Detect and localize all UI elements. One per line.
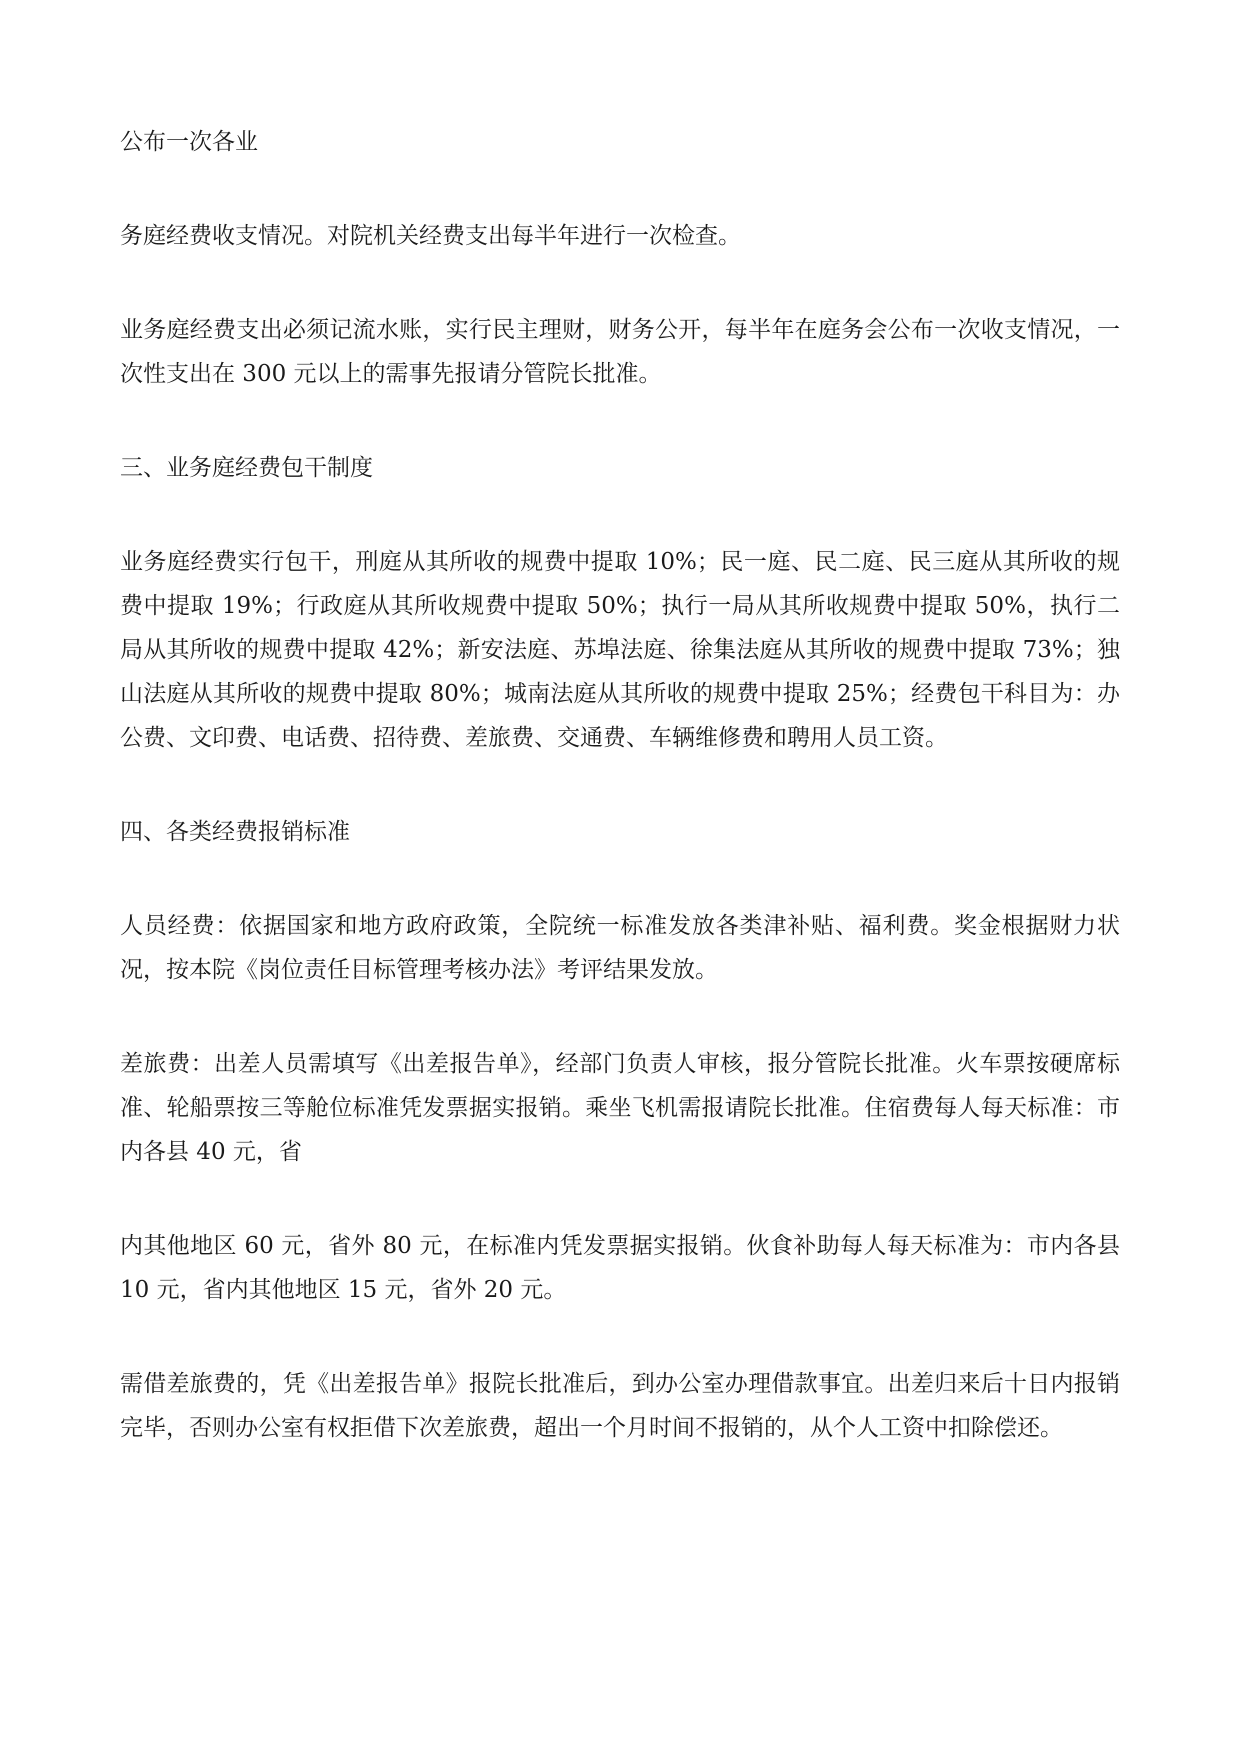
paragraph-contract-rates: 业务庭经费实行包干，刑庭从其所收的规费中提取 10%；民一庭、民二庭、民三庭从其所收的规费中提取 19%；行政庭从其所收规费中提取 50%；执行一局从其所收规费中提取 50%，执行二局从其所收的规费中提取 42%；新安法庭、苏埠法庭、徐集法庭从其所收的规费中提取 73%；独山法庭从其所收的规费中提取 80%；城南法庭从其所收的规费中提取 25%；经费包干科目为：办公费、文印费、电话费、招待费、差旅费、交通费、车辆维修费和聘用人员工资。 xyxy=(120,549,1120,751)
paragraph-expense-inspection: 务庭经费收支情况。对院机关经费支出每半年进行一次检查。 xyxy=(120,223,741,249)
paragraph-fragment-top: 公布一次各业 xyxy=(120,129,258,155)
paragraph-travel-advance: 需借差旅费的，凭《出差报告单》报院长批准后，到办公室办理借款事宜。出差归来后十日内报销完毕，否则办公室有权拒借下次差旅费，超出一个月时间不报销的，从个人工资中扣除偿还。 xyxy=(120,1371,1120,1441)
paragraph-travel-expense: 差旅费：出差人员需填写《出差报告单》，经部门负责人审核，报分管院长批准。火车票按硬席标准、轮船票按三等舱位标准凭发票据实报销。乘坐飞机需报请院长批准。住宿费每人每天标准：市内各县 40 元，省 xyxy=(120,1051,1120,1165)
paragraph-ledger-rules: 业务庭经费支出必须记流水账，实行民主理财，财务公开，每半年在庭务会公布一次收支情况，一次性支出在 300 元以上的需事先报请分管院长批准。 xyxy=(120,317,1120,387)
section-heading-3: 三、业务庭经费包干制度 xyxy=(120,455,373,481)
paragraph-personnel-expense: 人员经费：依据国家和地方政府政策，全院统一标准发放各类津补贴、福利费。奖金根据财力状况，按本院《岗位责任目标管理考核办法》考评结果发放。 xyxy=(120,913,1120,983)
section-heading-4: 四、各类经费报销标准 xyxy=(120,819,350,845)
paragraph-travel-continued: 内其他地区 60 元，省外 80 元，在标准内凭发票据实报销。伙食补助每人每天标准为：市内各县 10 元，省内其他地区 15 元，省外 20 元。 xyxy=(120,1233,1120,1303)
document-body xyxy=(120,120,1120,1500)
